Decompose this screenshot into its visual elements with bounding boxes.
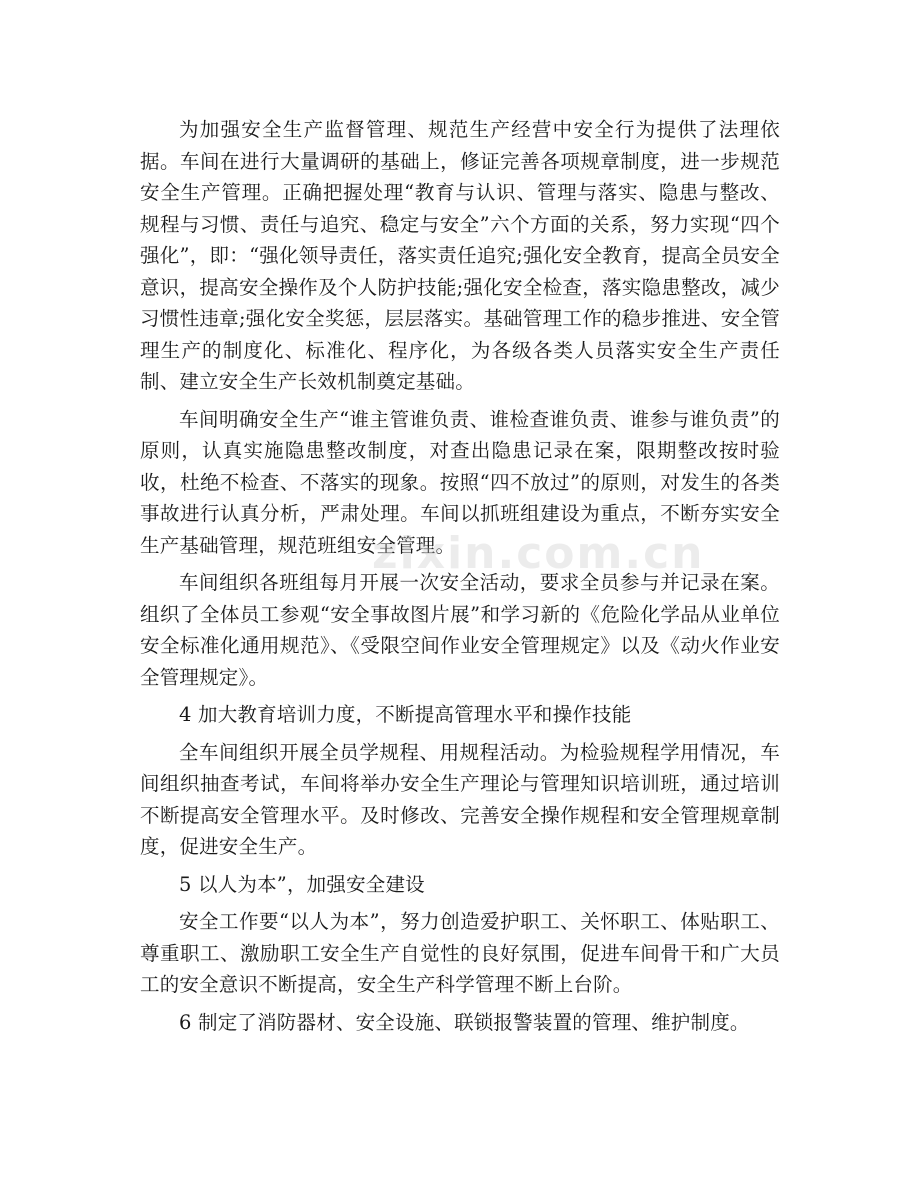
paragraph-responsibility: 车间明确安全生产“谁主管谁负责、谁检查谁负责、谁参与谁负责”的原则，认真实施隐患整改制度，对查出隐患记录在案，限期整改按时验收，杜绝不检查、不落实的现象。按照“四不放过”的原则，对发生的各类事故进行认真分析，严肃处理。车间以抓班组建设为重点，不断夯实安全生产基础管理，规范班组安全管理。	[140, 407, 780, 557]
watermark: zixin.com.cn	[372, 528, 705, 579]
section-heading-5: 5 以人为本”，加强安全建设	[179, 872, 425, 896]
section-heading-6: 6 制定了消防器材、安全设施、联锁报警装置的管理、维护制度。	[179, 1010, 750, 1034]
paragraph-people-oriented: 安全工作要“以人为本”，努力创造爱护职工、关怀职工、体贴职工、尊重职工、激励职工安全生产自觉性的良好氛围，促进车间骨干和广大员工的安全意识不断提高，安全生产科学管理不断上台阶。	[140, 910, 780, 996]
section-heading-4: 4 加大教育培训力度，不断提高管理水平和操作技能	[179, 703, 632, 726]
paragraph-intro: 为加强安全生产监督管理、规范生产经营中安全行为提供了法理依据。车间在进行大量调研的基础上，修证完善各项规章制度，进一步规范安全生产管理。正确把握处理“教育与认识、管理与落实、隐患与整改、规程与习惯、责任与追究、稳定与安全”六个方面的关系，努力实现“四个强化”，即：“强化领导责任，落实责任追究;强化安全教育，提高全员安全意识，提高安全操作及个人防护技能;强化安全检查，落实隐患整改，减少习惯性违章;强化安全奖惩，层层落实。基础管理工作的稳步推进、安全管理生产的制度化、标准化、程序化，为各级各类人员落实安全生产责任制、建立安全生产长效机制奠定基础。	[140, 118, 780, 393]
paragraph-activities: 车间组织各班组每月开展一次安全活动，要求全员参与并记录在案。组织了全体员工参观“安全事故图片展”和学习新的《危险化学品从业单位安全标准化通用规范》、《受限空间作业安全管理规定》以及《动火作业安全管理规定》。	[140, 571, 780, 689]
paragraph-training: 全车间组织开展全员学规程、用规程活动。为检验规程学用情况，车间组织抽查考试，车间将举办安全生产理论与管理知识培训班，通过培训不断提高安全管理水平。及时修改、完善安全操作规程和安全管理规章制度，促进安全生产。	[140, 740, 780, 858]
document-body	[140, 114, 780, 1044]
